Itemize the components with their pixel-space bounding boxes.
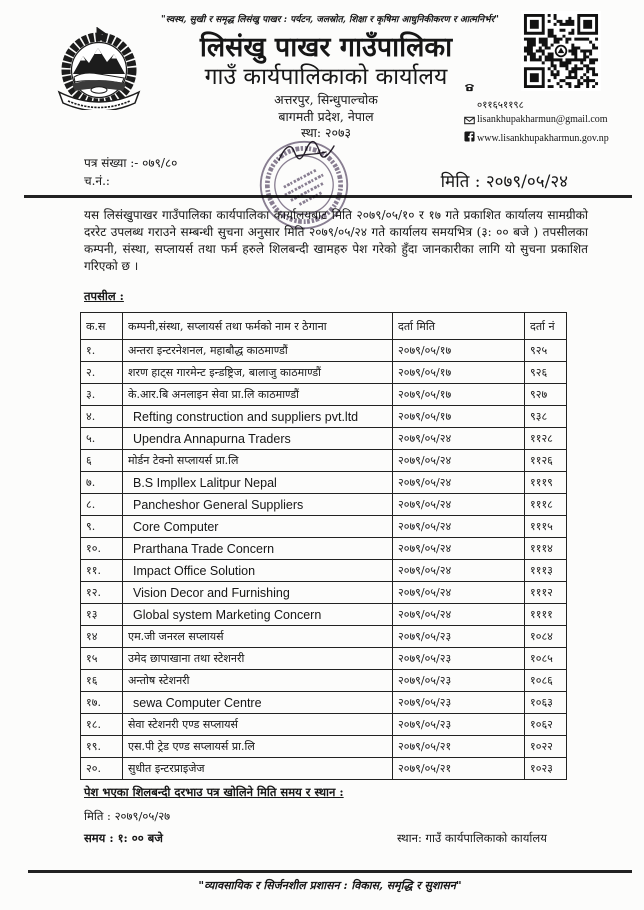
company-name-cell: शरण हाट्स गारमेन्ट इन्डष्ट्रिज, बालाजु काठमाण्डौं: [123, 362, 393, 384]
table-row: [81, 736, 567, 758]
office-title: लिसंखु पाखर गाउँपालिका: [199, 32, 453, 63]
registration-date-cell: २०७९/०५/२४: [393, 604, 525, 626]
table-row: [81, 384, 567, 406]
registration-number-cell: १११५: [525, 516, 567, 538]
table-header-date: दर्ता मिति: [393, 313, 525, 340]
opening-time: समय : १: ०० बजे: [84, 831, 163, 845]
table-row: [81, 626, 567, 648]
serial-cell: ४.: [81, 406, 123, 428]
dispatch-number: च.नं.:: [84, 174, 110, 188]
registration-date-cell: २०७९/०५/२१: [393, 736, 525, 758]
table-row: [81, 406, 567, 428]
registration-date-cell: २०७९/०५/२४: [393, 516, 525, 538]
suppliers-table: [80, 312, 567, 780]
opening-time-place: [84, 830, 588, 846]
office-subtitle: गाउँ कार्यपालिकाको कार्यालय: [204, 64, 448, 90]
serial-cell: १५: [81, 648, 123, 670]
serial-cell: ७.: [81, 472, 123, 494]
company-name-cell: एम.जी जनरल सप्लायर्स: [123, 626, 393, 648]
contact-website: www.lisankhupakharmun.gov.np: [477, 133, 609, 144]
serial-cell: १८.: [81, 714, 123, 736]
registration-date-cell: २०७९/०५/२३: [393, 626, 525, 648]
serial-cell: १७.: [81, 692, 123, 714]
registration-number-cell: १११८: [525, 494, 567, 516]
address-line-1: अत्तरपुर, सिन्धुपाल्चोक: [274, 92, 378, 107]
serial-cell: ६: [81, 450, 123, 472]
registration-date-cell: २०७९/०५/२३: [393, 670, 525, 692]
serial-cell: १३: [81, 604, 123, 626]
opening-heading: पेश भएका शिलबन्दी दरभाउ पत्र खोलिने मिति समय र स्थान :: [84, 785, 344, 799]
table-row: [81, 582, 567, 604]
company-name-cell: सेवा स्टेशनरी एण्ड सप्लायर्स: [123, 714, 393, 736]
table-header-row: [81, 313, 567, 340]
details-label: तपसील :: [84, 289, 124, 303]
contact-email: lisankhupakharmun@gmail.com: [477, 114, 608, 125]
company-name-cell: Core Computer: [123, 516, 393, 538]
table-row: [81, 450, 567, 472]
registration-date-cell: २०७९/०५/१७: [393, 362, 525, 384]
registration-number-cell: १०६२: [525, 714, 567, 736]
registration-number-cell: १०२३: [525, 758, 567, 780]
company-name-cell: अन्तोष स्टेशनरी: [123, 670, 393, 692]
registration-number-cell: १०८५: [525, 648, 567, 670]
table-row: [81, 692, 567, 714]
company-name-cell: के.आर.बि अनलाइन सेवा प्रा.लि काठमाण्डौं: [123, 384, 393, 406]
company-name-cell: sewa Computer Centre: [123, 692, 393, 714]
serial-cell: १४: [81, 626, 123, 648]
footer-divider: [28, 870, 632, 873]
table-row: [81, 714, 567, 736]
facebook-icon: [464, 131, 475, 142]
table-row: [81, 648, 567, 670]
registration-date-cell: २०७९/०५/२४: [393, 538, 525, 560]
registration-date-cell: २०७९/०५/१७: [393, 384, 525, 406]
serial-cell: ५.: [81, 428, 123, 450]
registration-number-cell: ११११: [525, 604, 567, 626]
registration-number-cell: १०६३: [525, 692, 567, 714]
serial-cell: १९.: [81, 736, 123, 758]
table-row: [81, 670, 567, 692]
company-name-cell: एस.पी ट्रेड एण्ड सप्लायर्स प्रा.लि: [123, 736, 393, 758]
table-row: [81, 604, 567, 626]
contact-phone: ०११६५११९८: [477, 100, 524, 111]
top-slogan: "स्वस्थ, सुखी र समृद्ध लिसंखु पाखर : पर्यटन, जलस्रोत, शिक्षा र कृषिमा आधुनिकीकरण र आत्मनिर्भर": [161, 15, 499, 25]
serial-cell: १.: [81, 340, 123, 362]
company-name-cell: Pancheshor General Suppliers: [123, 494, 393, 516]
registration-number-cell: ९२७: [525, 384, 567, 406]
table-header-name: कम्पनी,संस्था, सप्लायर्स तथा फर्मको नाम र ठेगाना: [123, 313, 393, 340]
registration-number-cell: ९२६: [525, 362, 567, 384]
letter-number: पत्र संख्या :- ०७९/८०: [84, 156, 178, 170]
table-row: [81, 494, 567, 516]
registration-date-cell: २०७९/०५/२४: [393, 560, 525, 582]
company-name-cell: Upendra Annapurna Traders: [123, 428, 393, 450]
registration-date-cell: २०७९/०५/२१: [393, 758, 525, 780]
serial-cell: ९.: [81, 516, 123, 538]
serial-cell: १२.: [81, 582, 123, 604]
registration-number-cell: १०२२: [525, 736, 567, 758]
company-name-cell: Global system Marketing Concern: [123, 604, 393, 626]
registration-number-cell: १११३: [525, 560, 567, 582]
company-name-cell: मोर्डन टेक्नो सप्लायर्स प्रा.लि: [123, 450, 393, 472]
table-row: [81, 472, 567, 494]
registration-number-cell: १११४: [525, 538, 567, 560]
table-row: [81, 560, 567, 582]
company-name-cell: अन्तरा इन्टरनेशनल, महाबौद्ध काठमाण्डौं: [123, 340, 393, 362]
table-row: [81, 340, 567, 362]
registration-date-cell: २०७९/०५/२४: [393, 582, 525, 604]
registration-number-cell: ९३८: [525, 406, 567, 428]
company-name-cell: Vision Decor and Furnishing: [123, 582, 393, 604]
company-name-cell: सुधीत इन्टरप्राइजेज: [123, 758, 393, 780]
table-header-serial: क.स: [81, 313, 123, 340]
table-row: [81, 758, 567, 780]
registration-date-cell: २०७९/०५/२३: [393, 714, 525, 736]
established-year: स्था: २०७३: [300, 125, 352, 140]
serial-cell: १०.: [81, 538, 123, 560]
registration-date-cell: २०७९/०५/२४: [393, 450, 525, 472]
registration-number-cell: ११२६: [525, 450, 567, 472]
serial-cell: १६: [81, 670, 123, 692]
table-row: [81, 516, 567, 538]
registration-date-cell: २०७९/०५/२४: [393, 494, 525, 516]
nepal-emblem-icon: [54, 26, 144, 110]
letter-date: मिति : २०७९/०५/२४: [440, 172, 568, 192]
serial-cell: २.: [81, 362, 123, 384]
registration-date-cell: २०७९/०५/२३: [393, 648, 525, 670]
registration-number-cell: ९२५: [525, 340, 567, 362]
table-row: [81, 428, 567, 450]
company-name-cell: Prarthana Trade Concern: [123, 538, 393, 560]
serial-cell: २०.: [81, 758, 123, 780]
company-name-cell: Impact Office Solution: [123, 560, 393, 582]
registration-date-cell: २०७९/०५/२३: [393, 692, 525, 714]
address-line-2: बागमती प्रदेश, नेपाल: [278, 109, 374, 124]
company-name-cell: B.S Impllex Lalitpur Nepal: [123, 472, 393, 494]
company-name-cell: उमेद छापाखाना तथा स्टेशनरी: [123, 648, 393, 670]
notice-body: [84, 207, 588, 846]
opening-date: मिति : २०७९/०५/२७: [84, 809, 171, 823]
registration-date-cell: २०७९/०५/१७: [393, 340, 525, 362]
registration-number-cell: ११२८: [525, 428, 567, 450]
notice-paragraph: यस लिसंखुपाखर गाउँपालिका कार्यपालिका कार्यालयबाट मिति २०७९/०५/१० र १७ गते प्रकाशित कार्यालय सामग्रीको दररेट उपलब्ध गराउने सम्बन्धी सुचना अनुसार मिति २०७९/०५/२४ गते कार्यालय समयभित्र (३: ०० बजे ) तपसीलका कम्पनी, संस्था, सप्लायर्स तथा फर्म हरुले शिलबन्दी खामहरु पेश गरेको हुँदा जानकारीका लागि यो सुचना प्रकाशित गरिएको छ ।: [84, 208, 588, 273]
opening-place: स्थान: गाउँ कार्यपालिकाको कार्यालय: [397, 831, 547, 845]
company-name-cell: Refting construction and suppliers pvt.ltd: [123, 406, 393, 428]
registration-date-cell: २०७९/०५/१७: [393, 406, 525, 428]
qr-code-icon: [521, 11, 601, 91]
registration-number-cell: १११९: [525, 472, 567, 494]
footer-slogan: "व्यावसायिक र सिर्जनशील प्रशासन : विकास, समृद्धि र सुशासन": [198, 879, 462, 892]
phone-icon: [464, 81, 475, 92]
table-row: [81, 538, 567, 560]
serial-cell: ८.: [81, 494, 123, 516]
registration-number-cell: १०८४: [525, 626, 567, 648]
serial-cell: ११.: [81, 560, 123, 582]
signature: [276, 138, 338, 168]
email-icon: [464, 115, 475, 126]
table-header-number: दर्ता नं: [525, 313, 567, 340]
registration-date-cell: २०७९/०५/२४: [393, 472, 525, 494]
table-row: [81, 362, 567, 384]
registration-date-cell: २०७९/०५/२४: [393, 428, 525, 450]
registration-number-cell: १०८६: [525, 670, 567, 692]
serial-cell: ३.: [81, 384, 123, 406]
registration-number-cell: १११२: [525, 582, 567, 604]
